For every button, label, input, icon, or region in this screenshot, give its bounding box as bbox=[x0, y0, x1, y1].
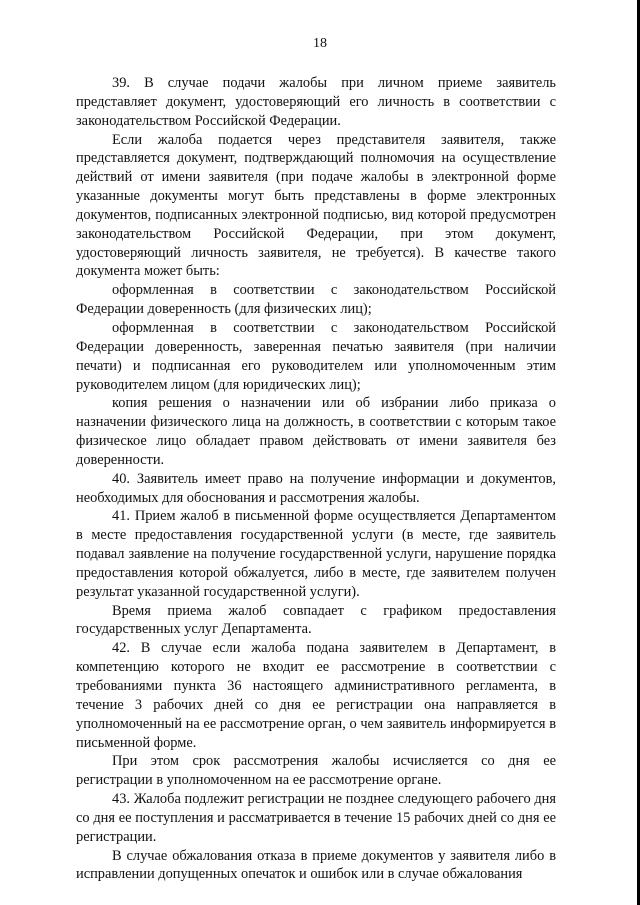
paragraph-power-of-attorney-individuals: оформленная в соответствии с законодательством Российской Федерации доверенность (для физических лиц); bbox=[76, 282, 556, 318]
paragraph-refusal-appeal: В случае обжалования отказа в приеме документов у заявителя либо в исправлении допущенных опечаток и ошибок или в случае обжалования bbox=[76, 847, 556, 883]
paragraph-appointment-copy: копия решения о назначении или об избрании либо приказа о назначении физического лица на должность, в соответствии с которым такое физическое лицо обладает правом действовать от имени заявителя без доверенности. bbox=[76, 395, 556, 468]
paragraph-reception-time: Время приема жалоб совпадает с графиком предоставления государственных услуг Департамента. bbox=[76, 602, 556, 638]
document-body bbox=[76, 74, 556, 884]
paragraph-40: 40. Заявитель имеет право на получение информации и документов, необходимых для обоснования и рассмотрения жалобы. bbox=[76, 470, 556, 506]
paragraph-43: 43. Жалоба подлежит регистрации не позднее следующего рабочего дня со дня ее поступления и рассматривается в течение 15 рабочих дней со дня ее регистрации. bbox=[76, 791, 556, 845]
paragraph-41: 41. Прием жалоб в письменной форме осуществляется Департаментом в месте предоставления государственной услуги (в месте, где заявитель подавал заявление на получение государственной услуги, нарушение порядка предоставления которой обжалуется, либо в месте, где заявителем получен результат указанной государственной услуги). bbox=[76, 508, 556, 600]
paragraph-review-term: При этом срок рассмотрения жалобы исчисляется со дня ее регистрации в уполномоченном на ее рассмотрение органе. bbox=[76, 753, 556, 789]
paragraph-39: 39. В случае подачи жалобы при личном приеме заявитель представляет документ, удостоверяющий его личность в соответствии с законодательством Российской Федерации. bbox=[76, 75, 556, 129]
page-number: 18 bbox=[313, 36, 327, 51]
paragraph-representative: Если жалоба подается через представителя заявителя, также представляется документ, подтверждающий полномочия на осуществление действий от имени заявителя (при подаче жалобы в электронной форме указанные документы могут быть представлены в форме электронных документов, подписанных электронной подписью, вид которой предусмотрен законодательством Российской Федерации, при этом документ, удостоверяющий личность заявителя, не требуется). В качестве такого документа может быть: bbox=[76, 131, 556, 280]
paragraph-42: 42. В случае если жалоба подана заявителем в Департамент, в компетенцию которого не входит ее рассмотрение в соответствии с требованиями пункта 36 настоящего административного регламента, в течение 3 рабочих дней со дня ее регистрации она направляется в уполномоченный на ее рассмотрение орган, о чем заявитель информируется в письменной форме. bbox=[76, 640, 556, 751]
paragraph-power-of-attorney-legal-entities: оформленная в соответствии с законодательством Российской Федерации доверенность, заверенная печатью заявителя (при наличии печати) и подписанная его руководителем или уполномоченным этим руководителем лицом (для юридических лиц); bbox=[76, 319, 556, 393]
